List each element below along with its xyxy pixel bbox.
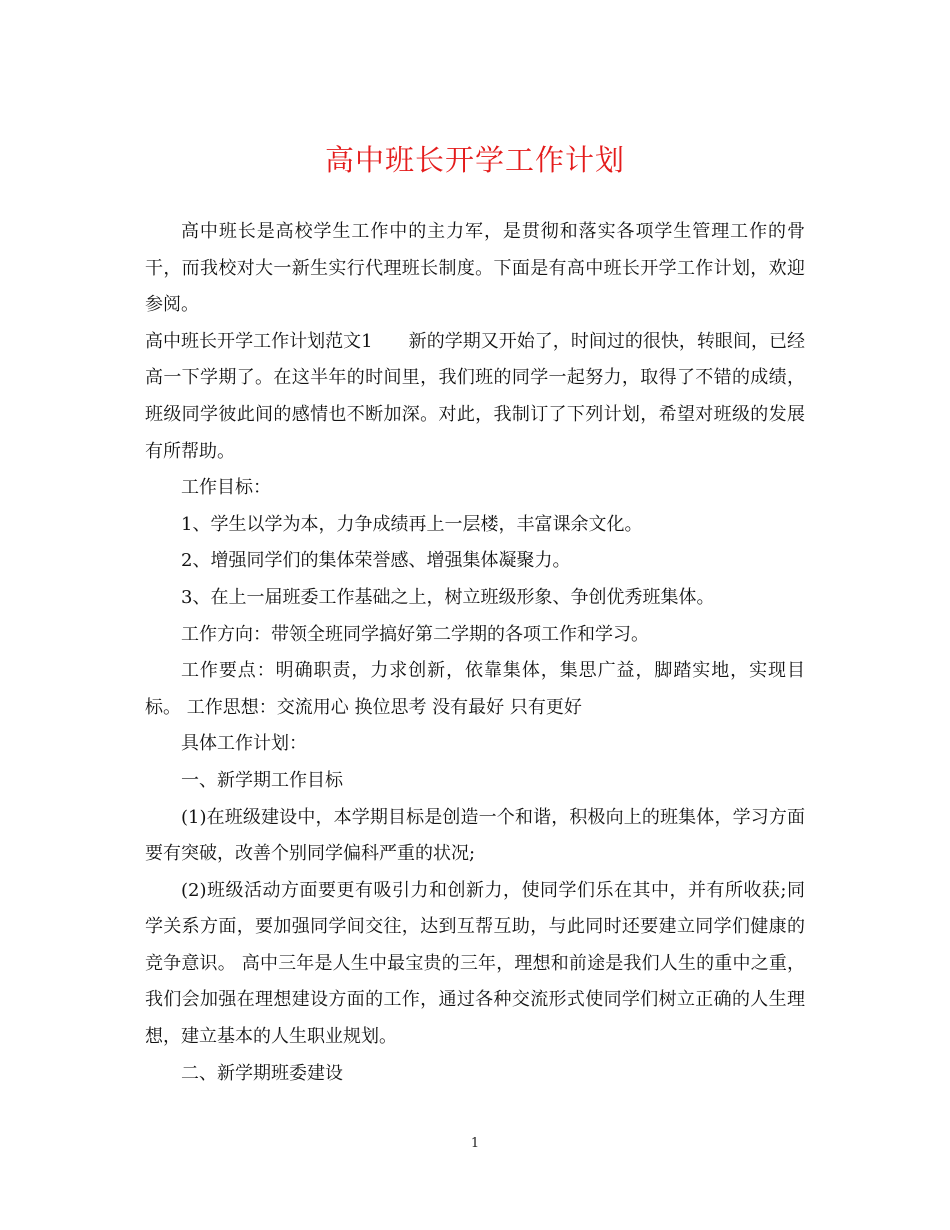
paragraph-plan-heading: 具体工作计划： [181, 733, 307, 755]
paragraph-section-1-item-2: (2)班级活动方面要更有吸引力和创新力，使同学们乐在其中，并有所收获;同学关系方面，要加强同学间交往，达到互帮互助，与此同时还要建立同学们健康的竞争意识。 高中三年是人生中最宝贵的三年，理想和前途是我们人生的重中之重，我们会加强在理想建设方面的工作，通过各种交流形式使同学们树立正确的人生理想，建立基本的人生职业规划。 [145, 879, 805, 1048]
paragraph-sample-heading: 高中班长开学工作计划范文1 新的学期又开始了，时间过的很快，转眼间，已经高一下学期了。在这半年的时间里，我们班的同学一起努力，取得了不错的成绩，班级同学彼此间的感情也不断加深。对此，我制订了下列计划，希望对班级的发展有所帮助。 [145, 330, 805, 462]
document-body [145, 214, 805, 1092]
paragraph-work-goals-heading: 工作目标： [181, 477, 271, 499]
paragraph-goal-1: 1、学生以学为本，力争成绩再上一层楼，丰富课余文化。 [181, 513, 643, 535]
paragraph-section-1-item-1: (1)在班级建设中，本学期目标是创造一个和谐，积极向上的班集体，学习方面要有突破，改善个别同学偏科严重的状况; [145, 806, 805, 865]
paragraph-section-2-heading: 二、新学期班委建设 [181, 1062, 343, 1084]
paragraph-intro: 高中班长是高校学生工作中的主力军，是贯彻和落实各项学生管理工作的骨干，而我校对大一新生实行代理班长制度。下面是有高中班长开学工作计划，欢迎参阅。 [145, 221, 805, 316]
paragraph-work-direction: 工作方向：带领全班同学搞好第二学期的各项工作和学习。 [181, 623, 649, 645]
document-title: 高中班长开学工作计划 [324, 143, 625, 177]
page-number: 1 [470, 1136, 480, 1151]
paragraph-goal-3: 3、在上一届班委工作基础之上，树立班级形象、争创优秀班集体。 [181, 586, 715, 608]
paragraph-goal-2: 2、增强同学们的集体荣誉感、增强集体凝聚力。 [181, 550, 571, 572]
paragraph-work-points: 工作要点：明确职责，力求创新，依靠集体，集思广益，脚踏实地，实现目标。 工作思想：交流用心 换位思考 没有最好 只有更好 [145, 660, 805, 718]
paragraph-section-1-heading: 一、新学期工作目标 [181, 769, 343, 791]
